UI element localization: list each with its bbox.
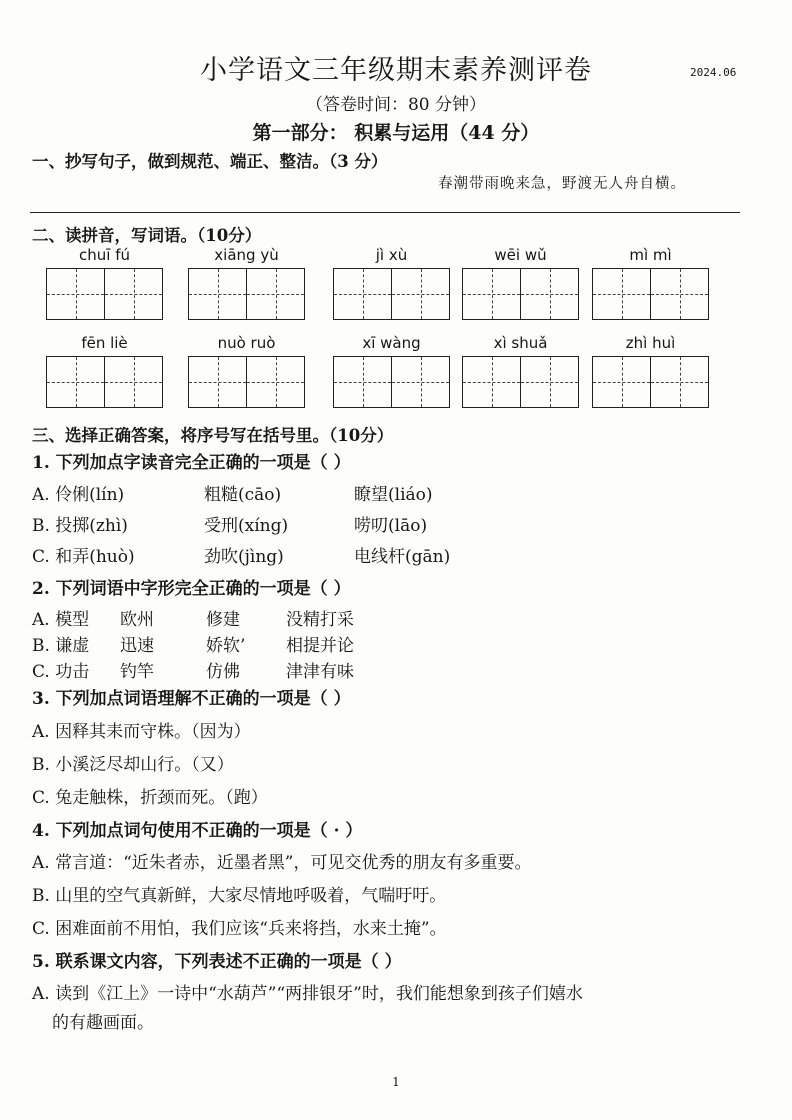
answer-boxes[interactable] — [333, 356, 450, 408]
pinyin-label: wēi wǔ — [494, 246, 547, 264]
answer-boxes[interactable] — [592, 268, 709, 320]
copy-sentence: 春潮带雨晚来急，野渡无人舟自横。 — [438, 176, 686, 192]
q1-option-b: B. 投掷(zhì) — [32, 516, 128, 536]
pinyin-word — [188, 334, 305, 408]
pinyin-label: zhì huì — [625, 334, 676, 352]
q2-option-c-w2: 钓竿 — [120, 662, 154, 682]
q1-option-a-word3: 瞭望(liáo) — [354, 485, 433, 505]
pinyin-word — [592, 334, 709, 408]
tianzi-cell[interactable] — [391, 357, 449, 407]
q2-option-a-w2: 欧州 — [120, 610, 154, 630]
tianzi-cell[interactable] — [246, 357, 304, 407]
answer-boxes[interactable] — [592, 356, 709, 408]
tianzi-cell[interactable] — [391, 269, 449, 319]
q1-option-a: A. 伶俐(lín) — [32, 485, 125, 505]
q1-option-c-word3: 电线杆(gān) — [354, 547, 451, 567]
q1-option-c: C. 和弄(huò) — [32, 547, 135, 567]
q1-option-b-word3: 唠叨(lāo) — [354, 516, 428, 536]
pinyin-word — [462, 246, 579, 320]
pinyin-label: xì shuǎ — [493, 334, 548, 352]
exam-date: 2024.06 — [690, 66, 737, 79]
question-5-stem: 5. 联系课文内容，下列表述不正确的一项是（ ） — [32, 952, 402, 972]
tianzi-cell[interactable] — [334, 357, 391, 407]
answer-boxes[interactable] — [46, 356, 163, 408]
pinyin-label: fēn liè — [81, 334, 128, 352]
q5-option-a-cont: 的有趣画面。 — [52, 1013, 154, 1033]
exam-title: 小学语文三年级期末素养测评卷 — [200, 55, 592, 86]
tianzi-cell[interactable] — [47, 269, 104, 319]
q2-option-c: C. 功击 — [32, 662, 90, 682]
answer-boxes[interactable] — [462, 268, 579, 320]
tianzi-cell[interactable] — [334, 269, 391, 319]
question-4-stem: 4. 下列加点词句使用不正确的一项是（ · ） — [32, 821, 363, 841]
section2-heading: 二、读拼音，写词语。（10分） — [32, 226, 262, 245]
q1-option-b-word2: 受刑(xíng) — [204, 516, 289, 536]
tianzi-cell[interactable] — [593, 357, 650, 407]
answer-boxes[interactable] — [462, 356, 579, 408]
q4-option-c: C. 困难面前不用怕，我们应该“兵来将挡，水来土掩”。 — [32, 919, 447, 939]
tianzi-cell[interactable] — [463, 269, 520, 319]
pinyin-word — [188, 246, 305, 320]
tianzi-cell[interactable] — [104, 357, 162, 407]
pinyin-label: chuī fú — [79, 246, 130, 264]
pinyin-word — [333, 246, 450, 320]
q1-option-a-word2: 粗糙(cāo) — [204, 485, 282, 505]
pinyin-word — [592, 246, 709, 320]
answer-boxes[interactable] — [188, 356, 305, 408]
pinyin-label: mì mì — [629, 246, 672, 264]
q3-option-b: B. 小溪泛尽却山行。（又） — [32, 755, 234, 775]
pinyin-word — [462, 334, 579, 408]
pinyin-label: jì xù — [375, 246, 408, 264]
q5-option-a: A. 读到《江上》一诗中“水葫芦”“两排银牙”时，我们能想象到孩子们嬉水 — [32, 984, 583, 1004]
pinyin-word — [46, 246, 163, 320]
q2-option-b: B. 谦虚 — [32, 636, 90, 656]
answer-boxes[interactable] — [188, 268, 305, 320]
tianzi-cell[interactable] — [463, 357, 520, 407]
tianzi-cell[interactable] — [47, 357, 104, 407]
tianzi-cell[interactable] — [104, 269, 162, 319]
q4-option-a: A. 常言道：“近朱者赤，近墨者黑”，可见交优秀的朋友有多重要。 — [32, 853, 532, 873]
pinyin-word — [46, 334, 163, 408]
section3-heading: 三、选择正确答案，将序号写在括号里。（10分） — [32, 426, 394, 445]
tianzi-cell[interactable] — [650, 357, 708, 407]
pinyin-label: xiāng yù — [214, 246, 279, 264]
section1-heading: 一、抄写句子，做到规范、端正、整洁。（3 分） — [32, 152, 388, 171]
question-3-stem: 3. 下列加点词语理解不正确的一项是（ ） — [32, 689, 351, 709]
q2-option-c-w4: 津津有味 — [286, 662, 354, 682]
exam-duration: （答卷时间：80 分钟） — [305, 95, 487, 115]
part-heading: 第一部分： 积累与运用（44 分） — [252, 122, 540, 144]
pinyin-label: xī wàng — [362, 334, 421, 352]
tianzi-cell[interactable] — [189, 269, 246, 319]
tianzi-cell[interactable] — [650, 269, 708, 319]
q3-option-c: C. 兔走触株，折颈而死。（跑） — [32, 788, 268, 808]
q2-option-b-w4: 相提并论 — [286, 636, 354, 656]
tianzi-cell[interactable] — [593, 269, 650, 319]
q2-option-a: A. 模型 — [32, 610, 90, 630]
q2-option-a-w4: 没精打采 — [286, 610, 354, 630]
tianzi-cell[interactable] — [246, 269, 304, 319]
pinyin-label: nuò ruò — [217, 334, 276, 352]
q2-option-b-w3: 娇软’ — [206, 636, 246, 656]
page-number: 1 — [392, 1075, 400, 1089]
tianzi-cell[interactable] — [189, 357, 246, 407]
question-1-stem: 1. 下列加点字读音完全正确的一项是（ ） — [32, 453, 351, 473]
q3-option-a: A. 因释其耒而守株。（因为） — [32, 722, 251, 742]
tianzi-cell[interactable] — [520, 357, 578, 407]
q1-option-c-word2: 劲吹(jìng) — [204, 547, 284, 567]
pinyin-word — [333, 334, 450, 408]
answer-boxes[interactable] — [46, 268, 163, 320]
answer-boxes[interactable] — [333, 268, 450, 320]
tianzi-cell[interactable] — [520, 269, 578, 319]
q2-option-a-w3: 修建 — [206, 610, 240, 630]
q2-option-b-w2: 迅速 — [120, 636, 154, 656]
question-2-stem: 2. 下列词语中字形完全正确的一项是（ ） — [32, 579, 351, 599]
q2-option-c-w3: 仿佛 — [206, 662, 240, 682]
writing-line[interactable] — [30, 212, 740, 213]
q4-option-b: B. 山里的空气真新鲜，大家尽情地呼吸着，气喘吁吁。 — [32, 886, 447, 906]
